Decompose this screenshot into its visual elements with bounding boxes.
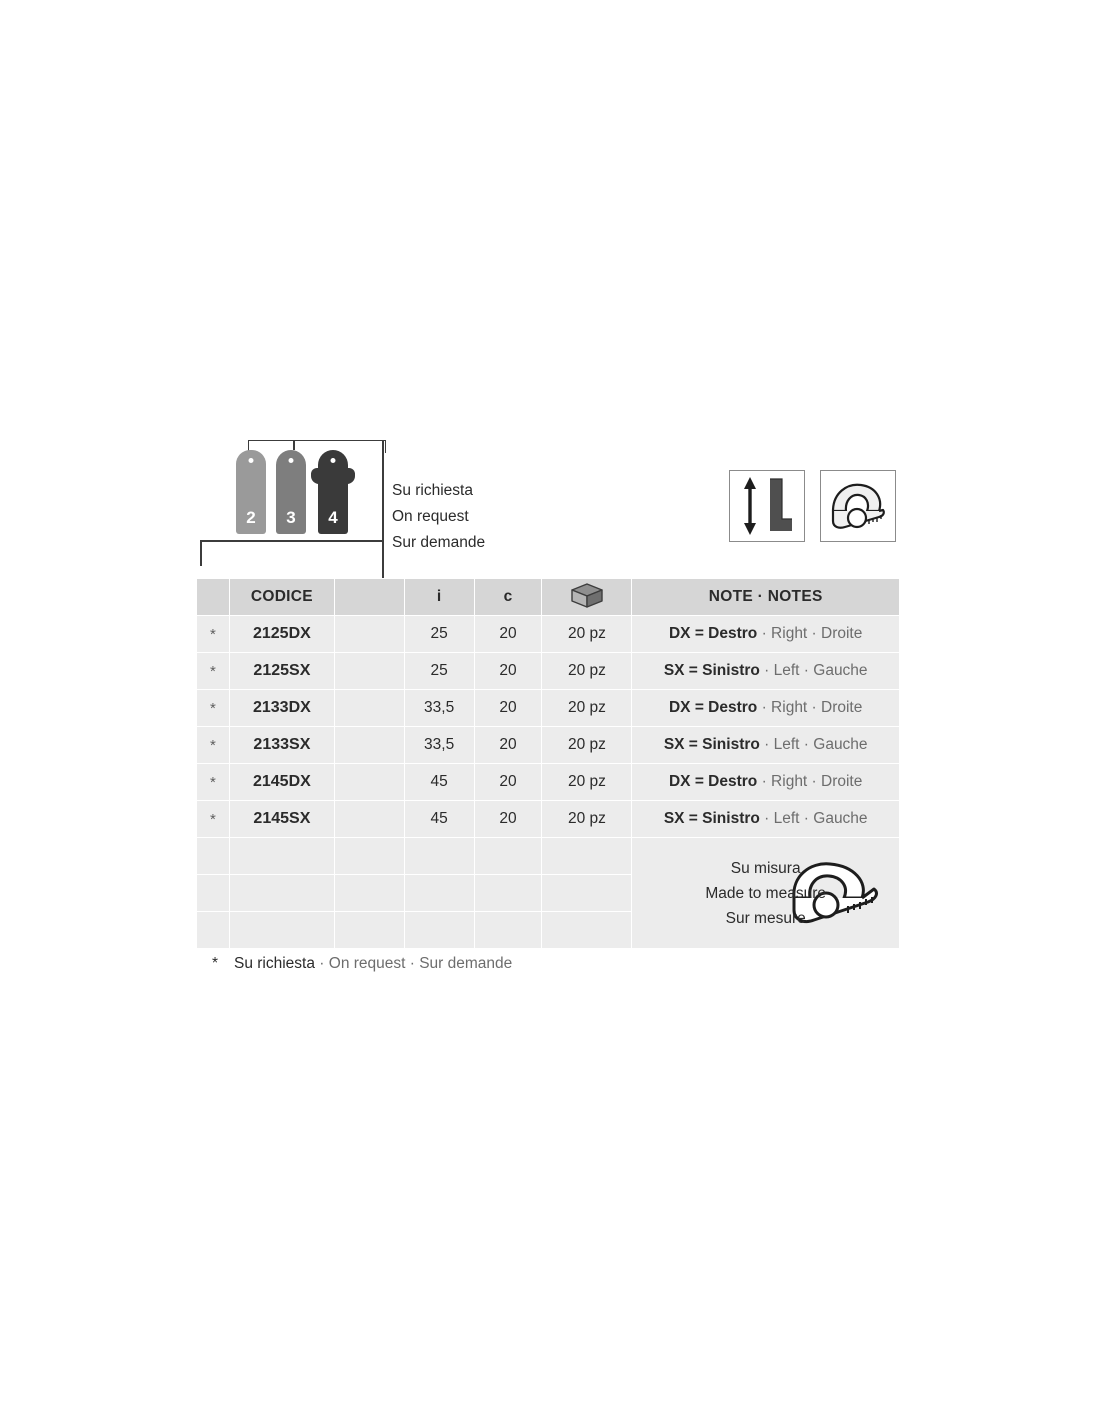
tag-shape-3-hole [289,458,294,463]
shape-legend-note-en: On request [392,508,469,525]
row-note-code: SX = Sinistro [663,810,760,827]
shape-legend [196,432,616,562]
row-i: 25 [404,653,474,690]
bracket-drop-line [382,440,384,592]
filler-cell [229,912,334,949]
row-c: 20 [474,690,542,727]
filler-cell [229,838,334,875]
filler-cell [542,838,632,875]
filler-cell [334,838,404,875]
footnote [196,955,512,973]
made-to-measure-fr: Sur mesure [725,909,806,927]
header-i: i [404,579,474,616]
row-note [632,764,900,801]
row-code: 2145SX [229,801,334,838]
row-star: * [197,727,230,764]
box-icon [568,581,606,609]
bracket-top [248,440,386,453]
table-row [197,764,900,801]
header-note: NOTE · NOTES [632,579,900,616]
row-shape [334,690,404,727]
row-pack: 20 pz [542,616,632,653]
tag-shape-2 [236,450,266,534]
filler-cell [404,875,474,912]
shape-legend-text [392,478,485,556]
filler-cell [404,912,474,949]
bracket-tick-middle [293,441,295,450]
row-code: 2145DX [229,764,334,801]
header-codice: CODICE [229,579,334,616]
row-star: * [197,801,230,838]
bracket-left-down-line [200,540,202,566]
row-note [632,616,900,653]
row-code: 2125DX [229,616,334,653]
tag-shape-4 [318,450,348,534]
row-note [632,653,900,690]
row-i: 45 [404,764,474,801]
made-to-measure-text [632,856,899,931]
product-table [196,578,900,949]
row-note-rest: · Right · Droite [757,699,863,716]
tag-shape-2-hole [249,458,254,463]
row-i: 33,5 [404,690,474,727]
measuring-tape-icon [821,471,895,541]
filler-cell [229,875,334,912]
table-row [197,653,900,690]
made-to-measure-en: Made to measure [705,884,826,902]
row-star: * [197,690,230,727]
header-star [197,579,230,616]
row-c: 20 [474,764,542,801]
row-star: * [197,653,230,690]
filler-cell [542,875,632,912]
table-row [197,616,900,653]
row-note [632,727,900,764]
row-i: 33,5 [404,727,474,764]
filler-cell [197,838,230,875]
filler-cell [542,912,632,949]
row-note-rest: · Right · Droite [757,773,863,790]
row-c: 20 [474,727,542,764]
row-note [632,690,900,727]
measuring-tape-icon-box [820,470,896,542]
table-row [197,727,900,764]
filler-cell [334,875,404,912]
tag-shape-4-number: 4 [328,508,338,527]
header-packaging [542,579,632,616]
filler-cell [197,912,230,949]
made-to-measure-block [632,838,900,949]
row-i: 25 [404,616,474,653]
tag-shape-3 [276,450,306,534]
row-pack: 20 pz [542,653,632,690]
header-c: c [474,579,542,616]
row-note-rest: · Left · Gauche [759,662,868,679]
product-table-head [197,579,900,616]
filler-cell [404,838,474,875]
table-filler-row [197,838,900,875]
row-note [632,801,900,838]
tag-shape-4-hole [331,458,336,463]
row-code: 2133SX [229,727,334,764]
row-shape [334,616,404,653]
shape-legend-note-it: Su richiesta [392,482,473,499]
filler-cell [474,838,542,875]
row-star: * [197,764,230,801]
row-note-code: DX = Destro [668,699,758,716]
row-c: 20 [474,653,542,690]
row-code: 2133DX [229,690,334,727]
row-note-rest: · Left · Gauche [759,736,868,753]
tag-shape-3-number: 3 [286,508,296,527]
filler-cell [474,875,542,912]
row-c: 20 [474,616,542,653]
row-pack: 20 pz [542,727,632,764]
row-pack: 20 pz [542,764,632,801]
footnote-rest: · On request · Sur demande [314,955,513,972]
made-to-measure-it: Su misura [730,859,801,877]
tag-shape-2-number: 2 [246,508,256,527]
row-note-code: DX = Destro [668,773,758,790]
height-angle-icon [730,471,804,541]
row-shape [334,653,404,690]
row-shape [334,801,404,838]
height-angle-icon-box [729,470,805,542]
row-c: 20 [474,801,542,838]
table-row [197,690,900,727]
row-note-code: SX = Sinistro [663,736,760,753]
row-star: * [197,616,230,653]
header-shape-column [334,579,404,616]
shape-legend-note-fr: Sur demande [392,534,486,551]
filler-cell [197,875,230,912]
row-note-rest: · Right · Droite [757,625,863,642]
product-table-body [197,616,900,949]
footnote-it: Su richiesta [234,955,315,972]
row-i: 45 [404,801,474,838]
filler-cell [474,912,542,949]
row-shape [334,727,404,764]
row-note-code: SX = Sinistro [663,662,760,679]
filler-cell [334,912,404,949]
row-note-rest: · Left · Gauche [759,810,868,827]
row-code: 2125SX [229,653,334,690]
row-shape [334,764,404,801]
row-pack: 20 pz [542,801,632,838]
row-note-code: DX = Destro [668,625,758,642]
table-header-row [197,579,900,616]
row-pack: 20 pz [542,690,632,727]
bracket-left-line [200,540,384,542]
footnote-star: * [211,955,219,972]
table-row [197,801,900,838]
